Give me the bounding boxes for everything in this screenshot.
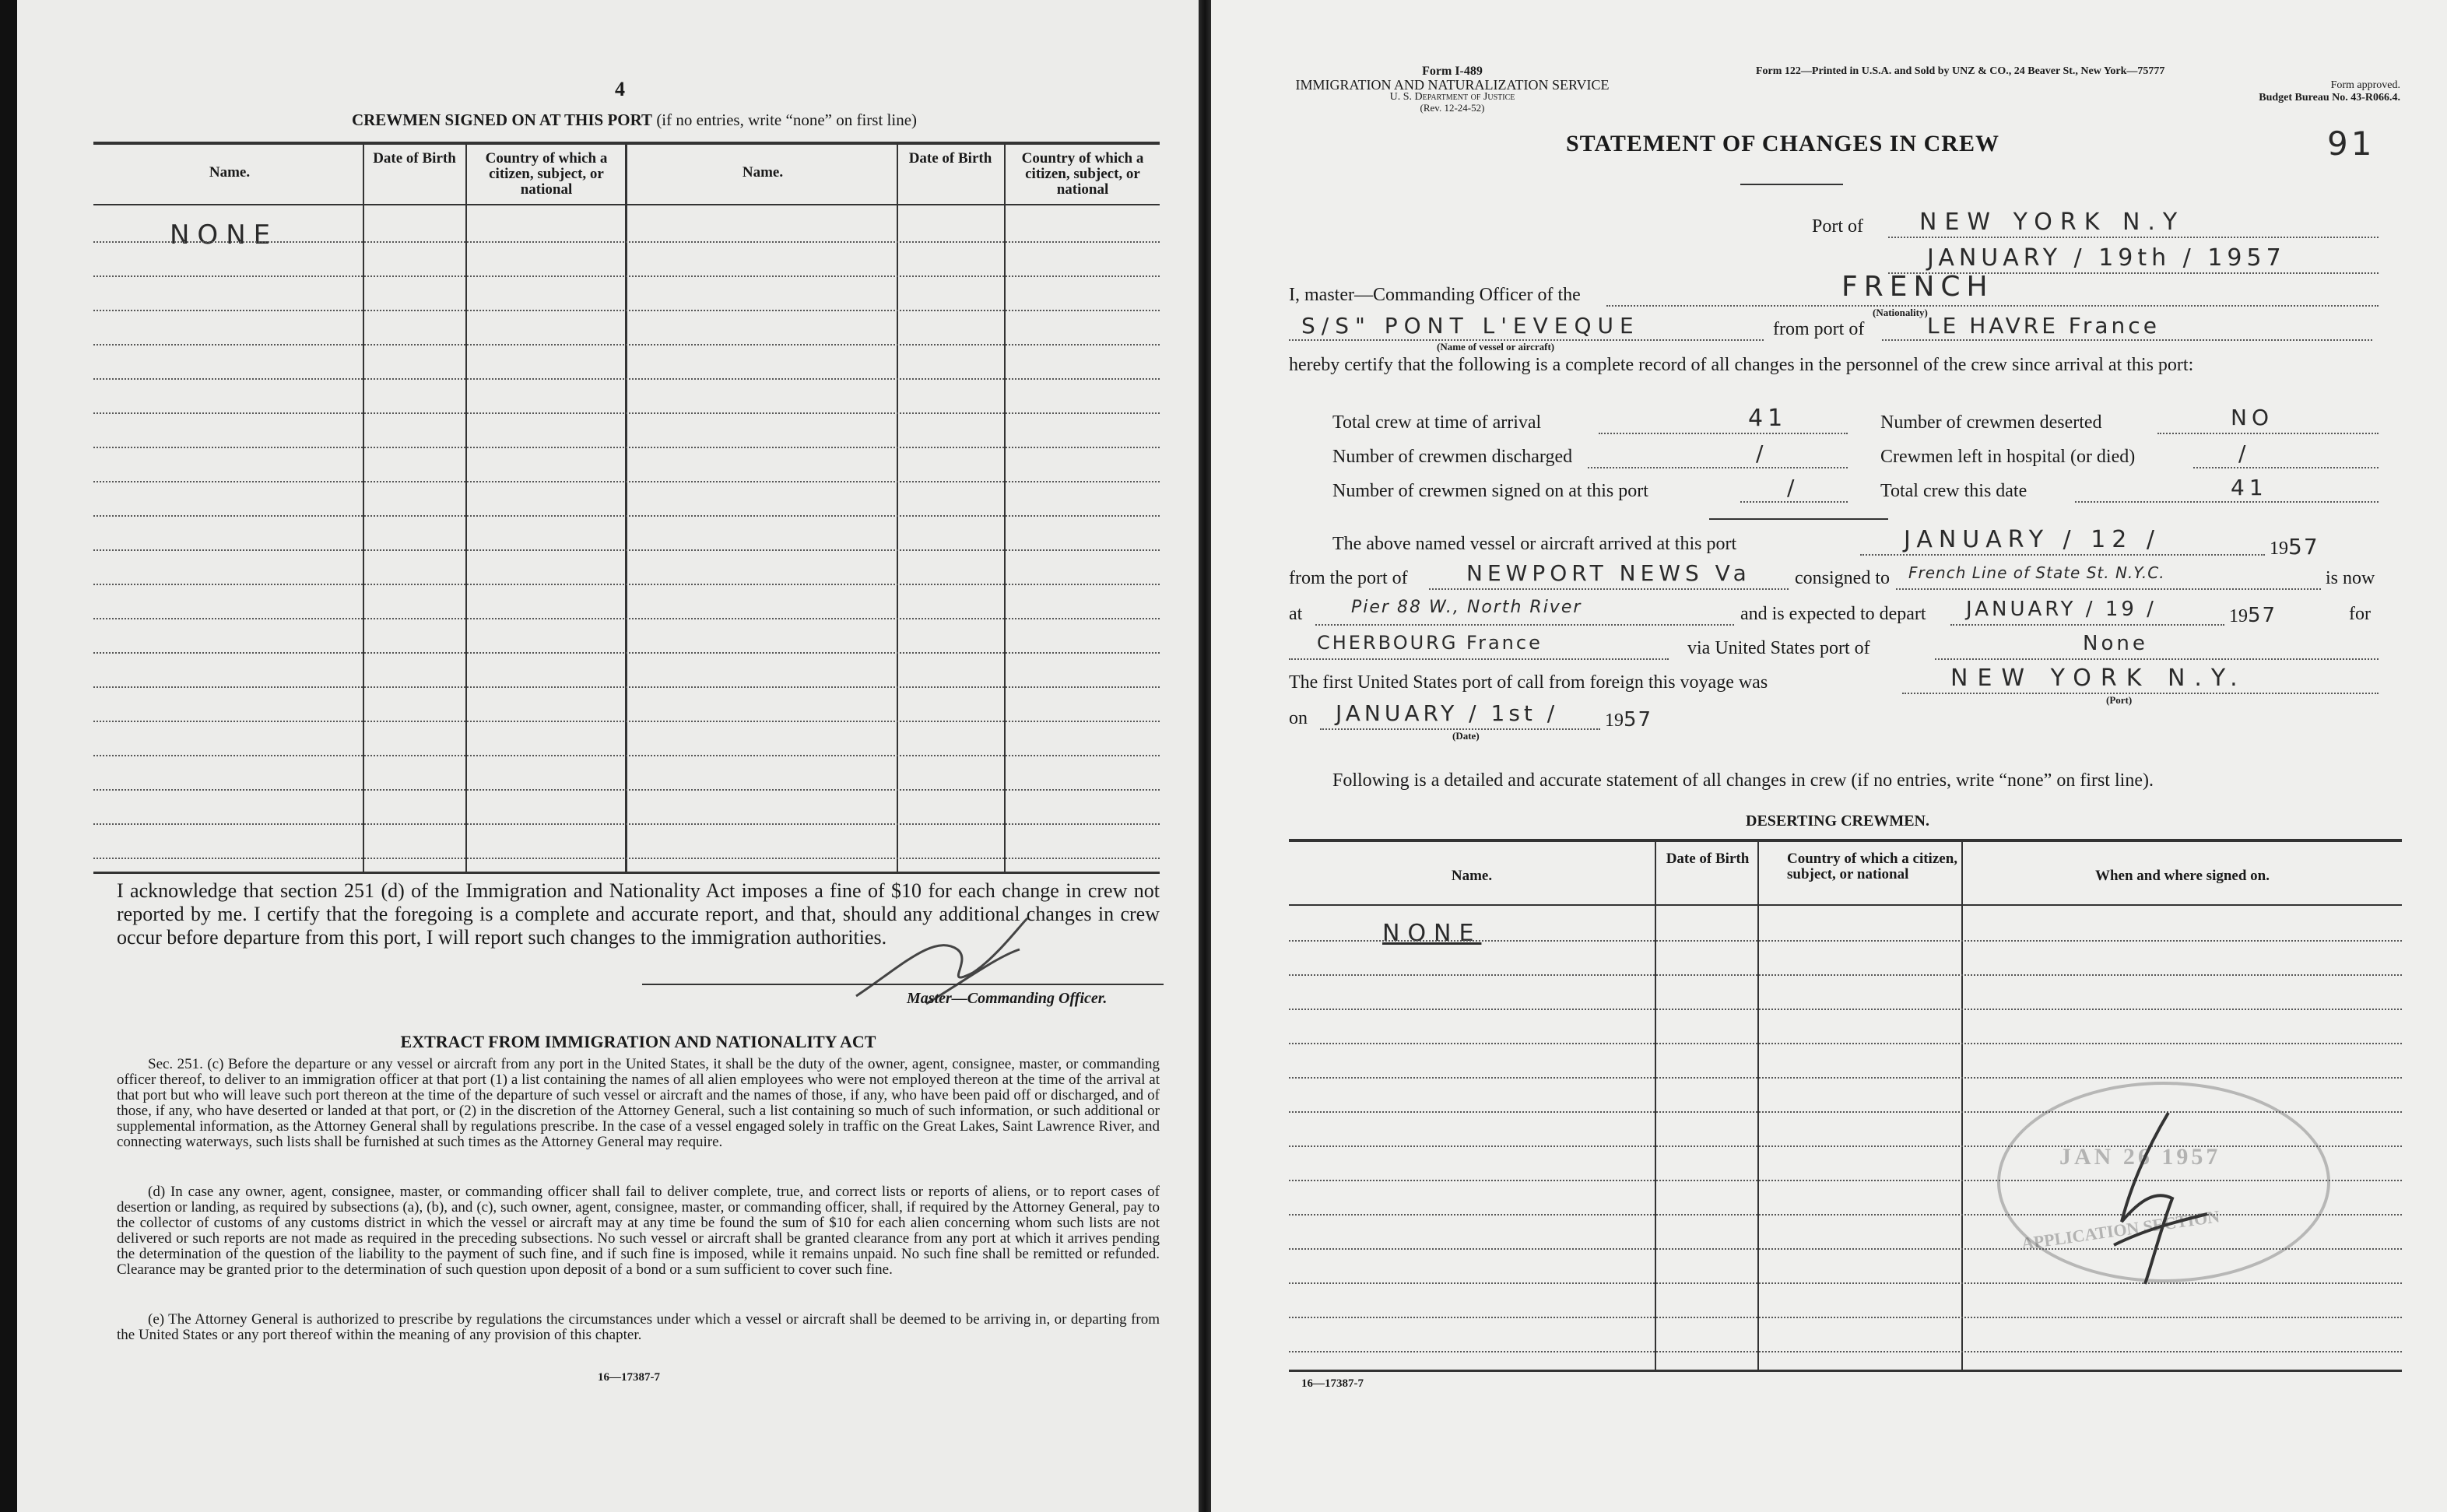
col-header-country: Country of which a citizen, subject, or national	[1021, 150, 1144, 198]
table-row-line	[1289, 1043, 2402, 1044]
depart-year: 1957	[2229, 604, 2277, 627]
col-divider	[465, 145, 467, 872]
table-row-line	[93, 755, 1160, 756]
table-row-line	[93, 481, 1160, 482]
table-row-line	[93, 823, 1160, 825]
extract-section-c: Sec. 251. (c) Before the departure or any vessel or aircraft from any port in the United States, it shall be the duty of the owner, agent, consignee, master, or commanding officer thereof, to deliver to an immigration officer at that port (1) a list containing the names of all alien employees who were not employed thereon at the time of the arrival at that port but who will leave such port thereon at the time of the departure of such vessel or aircraft and the names of those, if any, who have been paid off or discharged, and of those, if any, who have deserted or landed at that port, or (2) in the discretion of the Attorney General, such a list containing so much of such information, or such additional or supplemental information, as the Attorney General shall by regulations prescribe. In the case of a vessel engaged solely in traffic on the Great Lakes, Saint Lawrence River, and connecting waterways, such lists shall be furnished at such times as the Attorney General may require.	[117, 1056, 1160, 1150]
port-of-label: Port of	[1812, 216, 1863, 237]
date-caption: (Date)	[1452, 730, 1480, 742]
table-row-line	[1289, 1282, 2402, 1284]
stat-value: /	[2238, 440, 2251, 466]
title-rule	[1740, 184, 1843, 185]
table-bottom-rule	[1289, 1370, 2402, 1372]
table-row-line	[93, 549, 1160, 551]
first-port-value: NEW YORK N.Y.	[1950, 665, 2247, 692]
table-row-line	[93, 378, 1160, 380]
print-code: 16—17387-7	[1301, 1377, 1364, 1390]
table-row-line	[93, 686, 1160, 688]
table-row-line	[93, 412, 1160, 414]
form-title: STATEMENT OF CHANGES IN CREW	[1566, 131, 1999, 156]
stat-label: Total crew this date	[1880, 481, 2027, 501]
table-row-line	[93, 310, 1160, 311]
col-divider	[1961, 842, 1963, 1370]
book-gutter	[1199, 0, 1211, 1512]
section-rule	[1709, 518, 1888, 520]
col-header-signed-on: When and where signed on.	[2094, 868, 2270, 884]
handwritten-entry: NONE	[1382, 920, 1482, 947]
master-label: I, master—Commanding Officer of the	[1289, 285, 1581, 305]
on-label: on	[1289, 708, 1308, 728]
col-divider	[625, 145, 627, 872]
table-row-line	[93, 858, 1160, 859]
table-top-rule	[1289, 839, 2402, 842]
table-row-line	[1289, 1009, 2402, 1010]
table-row-line	[93, 789, 1160, 791]
stat-label: Number of crewmen deserted	[1880, 412, 2102, 433]
table-row-line	[93, 275, 1160, 277]
stat-label: Total crew at time of arrival	[1332, 412, 1542, 433]
form-approval: Form approved. Budget Bureau No. 43-R066.4.	[2259, 79, 2400, 103]
right-page	[1211, 0, 2447, 1512]
stamp-text: APPLICATION SECTION	[2020, 1206, 2221, 1254]
page-number: 4	[615, 78, 625, 100]
vessel-caption: (Name of vessel or aircraft)	[1437, 341, 1555, 353]
date-value: JANUARY / 19th / 1957	[1927, 244, 2286, 272]
stat-label: Number of crewmen signed on at this port	[1332, 481, 1648, 501]
scan-edge	[0, 0, 17, 1512]
table-row-line	[1289, 1077, 2402, 1079]
for-value: CHERBOURG France	[1317, 632, 1543, 654]
table-row-line	[93, 344, 1160, 346]
table-row-line	[93, 584, 1160, 585]
section-title: CREWMEN SIGNED ON AT THIS PORT (if no entries, write “none” on first line)	[351, 111, 918, 129]
consigned-label: consigned to	[1795, 568, 1890, 588]
stat-label: Number of crewmen discharged	[1332, 447, 1573, 467]
port-caption: (Port)	[2106, 694, 2133, 706]
is-now-label: is now	[2326, 568, 2375, 588]
table-head-rule	[1289, 904, 2402, 906]
col-divider	[1757, 842, 1759, 1370]
certify-text: hereby certify that the following is a complete record of all changes in the personnel of the crew since arrival at this port:	[1289, 355, 2194, 375]
for-label: for	[2349, 604, 2371, 624]
table-row-line	[1289, 1351, 2402, 1352]
from-port-value: LE HAVRE France	[1927, 313, 2160, 339]
arrived-label: The above named vessel or aircraft arrived at this port	[1332, 534, 1737, 554]
nationality-value: FRENCH	[1841, 271, 1994, 303]
signature-caption: Master—Commanding Officer.	[907, 990, 1108, 1007]
consigned-value: French Line of State St. N.Y.C.	[1908, 563, 2165, 582]
on-value: JANUARY / 1st /	[1336, 700, 1559, 726]
table-row-line	[93, 241, 1160, 243]
sheet-number: 91	[2327, 125, 2375, 163]
stat-value: 41	[1748, 405, 1788, 432]
from-port-of-value: NEWPORT NEWS Va	[1466, 560, 1751, 586]
table-row-line	[93, 618, 1160, 619]
table-row-line	[1289, 974, 2402, 976]
vessel-value: S/S" PONT L'EVEQUE	[1301, 313, 1640, 339]
col-header-name: Name.	[1451, 868, 1493, 884]
stat-value: /	[1787, 475, 1799, 500]
col-divider	[1655, 842, 1656, 1370]
col-divider	[363, 145, 364, 872]
extract-section-d: (d) In case any owner, agent, consignee, master, or commanding officer shall fail to deliver complete, true, and correct lists or reports of aliens, or to report cases of desertion or landing, as required by subsections (a), (b), and (c), such owner, agent, consignee, master, or commanding officer, shall, if required by the Attorney General, pay to the collector of customs of any customs district in which the vessel or aircraft may at any time be found the sum of $10 for each alien concerning whom such lists are not delivered or such reports are not made as required in the preceding subsections. No such vessel or aircraft shall be granted clearance from any port at which it arrives pending the determination of the question of the liability to the payment of such fine, and if such fine is imposed, while it remains unpaid. No such fine shall be remitted or refunded. Clearance may be granted prior to the determination of such question upon deposit of a bond or a sum sufficient to cover such fine.	[117, 1184, 1160, 1278]
printer-line: Form 122—Printed in U.S.A. and Sold by UNZ & CO., 24 Beaver St., New York—75777	[1756, 65, 2165, 77]
table-row-line	[1289, 940, 2402, 942]
depart-value: JANUARY / 19 /	[1966, 598, 2157, 621]
stat-value: NO	[2231, 405, 2273, 430]
stamp-initials	[2098, 1105, 2223, 1292]
left-page	[0, 0, 1199, 1512]
col-divider	[1004, 145, 1006, 872]
port-of-value: NEW YORK N.Y	[1919, 209, 2185, 236]
on-year: 1957	[1605, 708, 1653, 731]
col-header-dob: Date of Birth	[373, 150, 456, 167]
from-port-label: from port of	[1773, 319, 1865, 339]
col-divider	[897, 145, 898, 872]
nationality-caption: (Nationality)	[1873, 307, 1928, 318]
at-value: Pier 88 W., North River	[1351, 598, 1582, 617]
col-header-country: Country of which a citizen, subject, or national	[485, 150, 608, 198]
from-port-of-label: from the port of	[1289, 568, 1408, 588]
depart-label: and is expected to depart	[1740, 604, 1926, 624]
extract-title: EXTRACT FROM IMMIGRATION AND NATIONALITY ACT	[400, 1032, 876, 1051]
col-header-country: Country of which a citizen, subject, or national	[1787, 851, 1958, 882]
arrived-year: 1957	[2270, 534, 2319, 560]
table-bottom-rule	[93, 872, 1160, 874]
col-header-dob: Date of Birth	[1666, 851, 1750, 867]
via-label: via United States port of	[1687, 638, 1870, 658]
first-port-label: The first United States port of call from foreign this voyage was	[1289, 672, 1768, 693]
table-row-line	[93, 515, 1160, 517]
following-text: Following is a detailed and accurate statement of all changes in crew (if no entries, write “none” on first line).	[1332, 770, 2154, 791]
at-label: at	[1289, 604, 1303, 624]
stat-value: /	[1756, 440, 1768, 466]
print-code: 16—17387-7	[598, 1371, 660, 1384]
arrived-value: JANUARY / 12 /	[1904, 526, 2161, 553]
acknowledgment-text: I acknowledge that section 251 (d) of the Immigration and Nationality Act imposes a fine of $10 for each change in crew not reported by me. I certify that the foregoing is a complete and accurate report, and that, should any additional changes in crew occur before departure from this port, I will report such changes to the immigration authorities.	[117, 879, 1160, 949]
signature-line	[642, 984, 1164, 985]
col-header-name: Name.	[742, 164, 784, 181]
stamp-date: JAN 26 1957	[2059, 1144, 2221, 1170]
col-header-dob: Date of Birth	[908, 150, 992, 167]
extract-section-e: (e) The Attorney General is authorized to prescribe by regulations the circumstances under which a vessel or aircraft shall be deemed to be arriving in, or departing from the United States or any port thereof within the meaning of any provision of this chapter.	[117, 1311, 1160, 1343]
via-value: None	[2083, 632, 2148, 655]
table-row-line	[93, 652, 1160, 654]
stat-value: 41	[2231, 475, 2268, 500]
table-row-line	[93, 721, 1160, 722]
table-row-line	[93, 447, 1160, 448]
form-header: Form I-489 IMMIGRATION AND NATURALIZATION SERVICE U. S. Department of Justice (Rev. 12-24-52)	[1295, 65, 1610, 114]
col-header-name: Name.	[209, 164, 251, 181]
stat-label: Crewmen left in hospital (or died)	[1880, 447, 2136, 467]
table-row-line	[1289, 1317, 2402, 1318]
handwritten-entry: NONE	[170, 219, 279, 251]
deserting-title: DESERTING CREWMEN.	[1746, 812, 1929, 830]
